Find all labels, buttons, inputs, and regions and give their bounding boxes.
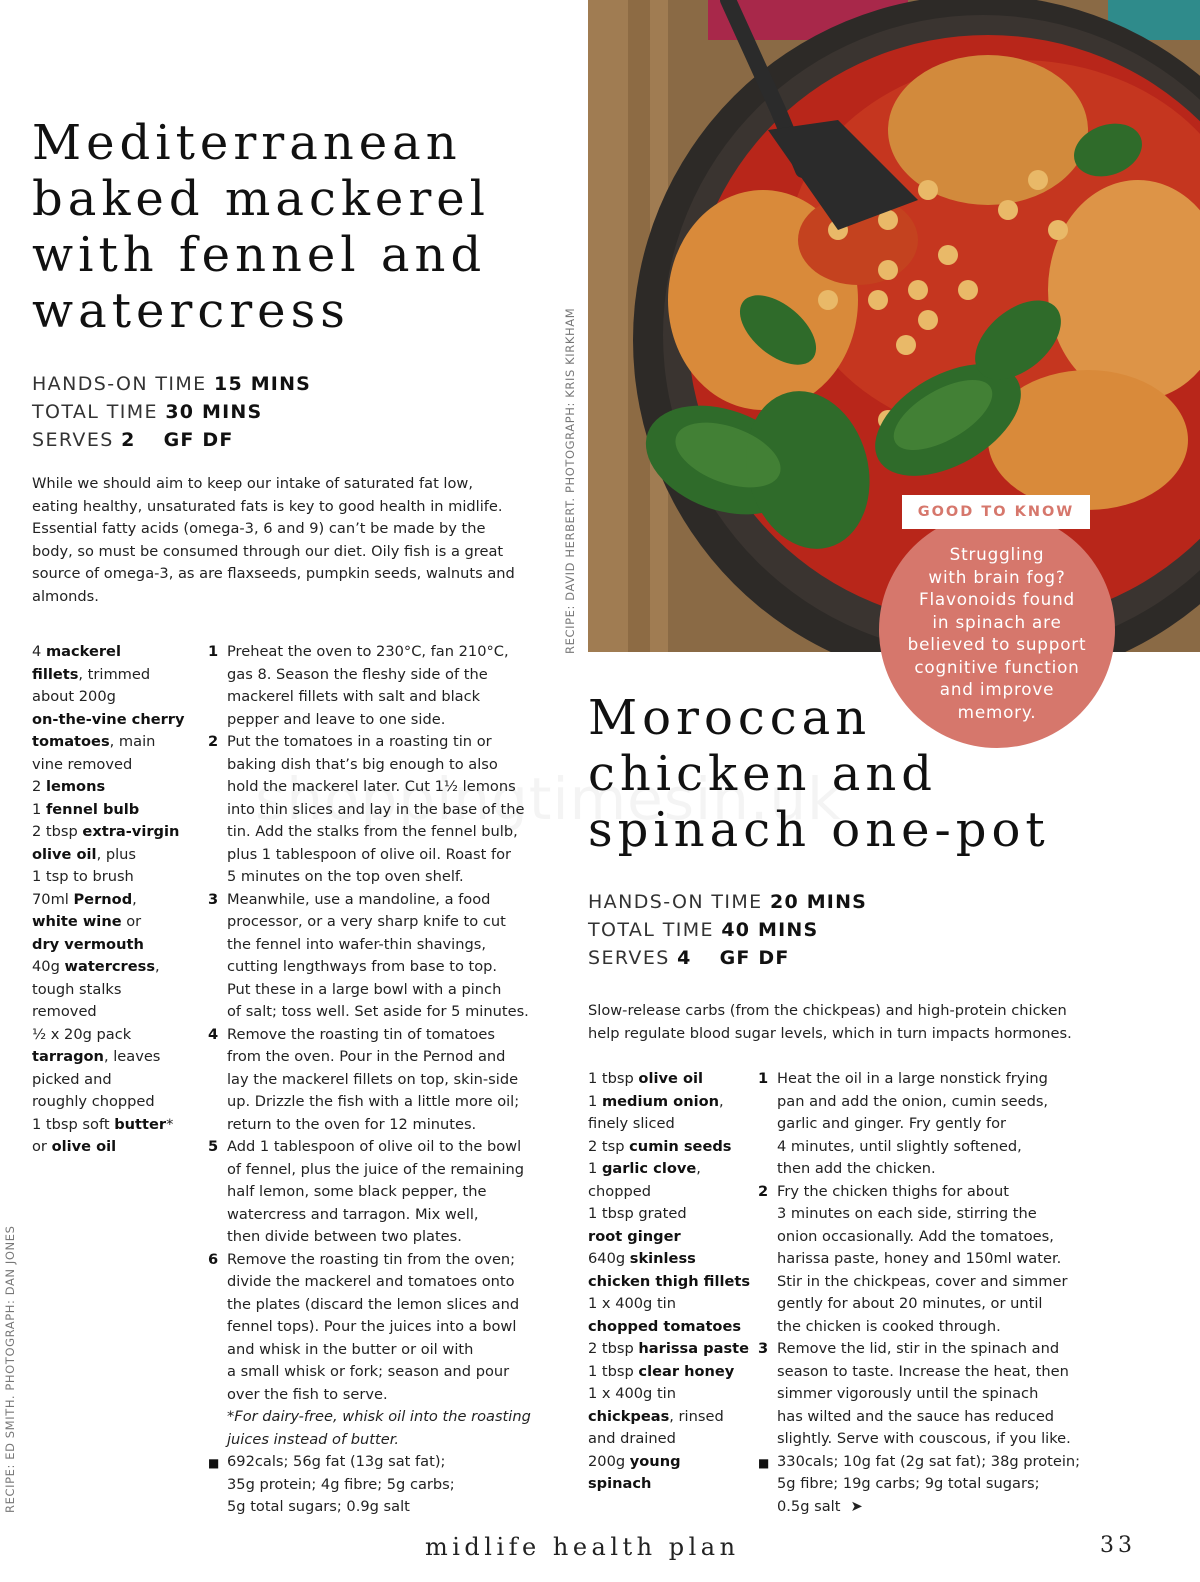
step-text-line: tin. Add the stalks from the fennel bulb, — [227, 823, 518, 840]
recipe2-ingredients — [588, 1068, 753, 1496]
ingredient-text: , — [155, 958, 160, 975]
ingredient-text: chopped — [588, 1182, 651, 1200]
ingredient-name: chopped tomatoes — [588, 1317, 742, 1335]
ingredient-text: 2 tbsp — [588, 1340, 639, 1357]
ingredient-text: 1 tbsp — [588, 1362, 639, 1380]
ingredient-line — [32, 1001, 202, 1024]
ingredient-line — [32, 1024, 202, 1047]
step-number: 2 — [208, 733, 219, 750]
recipe1-meta: HANDS-ON TIME 15 MINS TOTAL TIME 30 MINS SERVES 2 GF DF — [32, 373, 312, 451]
ingredient-text: 1 x 400g tin — [588, 1295, 676, 1312]
ingredient-name: garlic clove — [601, 1160, 697, 1177]
ingredient-line — [588, 1203, 753, 1226]
ingredient-text: 640g — [588, 1250, 630, 1267]
ingredient-line — [588, 1113, 753, 1136]
recipe2-title: Moroccan chicken and spinach one-pot — [588, 690, 1050, 858]
ingredient-text: or — [32, 1138, 52, 1155]
method-step — [208, 641, 553, 731]
method-step — [208, 1136, 553, 1249]
step-text-line: divide the mackerel and tomatoes onto — [227, 1273, 515, 1290]
ingredient-text: or — [121, 913, 142, 930]
step-text-line: 3 minutes on each side, stirring the — [777, 1205, 1037, 1222]
ingredient-text: picked and — [32, 1070, 112, 1088]
step-text-line: from the oven. Pour in the Pernod and — [227, 1048, 506, 1065]
ingredient-text: , — [696, 1160, 701, 1177]
ingredient-text: 70ml — [32, 890, 74, 908]
ingredient-line — [32, 844, 202, 867]
ingredient-line — [32, 1091, 202, 1114]
step-text-line: gently for about 20 minutes, or until — [777, 1295, 1043, 1312]
recipe2-meta: HANDS-ON TIME 20 MINS TOTAL TIME 40 MINS SERVES 4 GF DF — [588, 891, 868, 969]
ingredient-name: extra-virgin — [82, 823, 180, 840]
ingredient-line — [588, 1158, 753, 1181]
ingredient-text: 4 — [32, 643, 46, 660]
step-text-line: Heat the oil in a large nonstick frying — [777, 1070, 1048, 1087]
ingredient-line — [32, 776, 202, 799]
step-text-line: harissa paste, honey and 150ml water. — [777, 1250, 1062, 1267]
ingredient-text: , — [132, 890, 137, 908]
ingredient-line — [32, 664, 202, 687]
ingredient-name: chickpeas — [588, 1407, 670, 1425]
recipe1-ingredients — [32, 641, 202, 1159]
step-text-line: and whisk in the butter or oil with — [227, 1340, 474, 1358]
ingredient-line — [588, 1068, 753, 1091]
dairy-free-note: *For dairy-free, whisk oil into the roasting juices instead of butter. — [227, 1408, 531, 1448]
ingredient-line — [32, 821, 202, 844]
ingredient-name: cumin seeds — [629, 1137, 732, 1155]
ingredient-line — [32, 686, 202, 709]
step-text-line: a small whisk or fork; season and pour — [227, 1363, 510, 1380]
step-text-line: 4 minutes, until slightly softened, — [777, 1137, 1022, 1155]
ingredient-line — [32, 799, 202, 822]
step-text-line: pan and add the onion, cumin seeds, — [777, 1092, 1049, 1110]
ingredient-line — [32, 1069, 202, 1092]
ingredient-name: butter — [114, 1115, 167, 1133]
ingredient-text: 1 tbsp grated — [588, 1205, 687, 1222]
step-text-line: simmer vigorously until the spinach — [777, 1385, 1039, 1402]
step-text-line: processor, or a very sharp knife to cut — [227, 913, 506, 930]
step-text-line: watercress and tarragon. Mix well, — [227, 1205, 479, 1223]
method-step — [208, 889, 553, 1024]
step-text-line: up. Drizzle the fish with a little more oil; — [227, 1093, 520, 1110]
step-text-line: Remove the lid, stir in the spinach and — [777, 1340, 1060, 1357]
step-text-line: Stir in the chickpeas, cover and simmer — [777, 1272, 1068, 1290]
ingredient-line — [588, 1473, 753, 1496]
ingredient-text: * — [166, 1115, 174, 1133]
ingredient-line — [32, 911, 202, 934]
step-text-line: slightly. Serve with couscous, if you like. — [777, 1430, 1071, 1447]
ingredient-text: , leaves — [103, 1048, 161, 1065]
ingredient-line — [588, 1406, 753, 1429]
step-text-line: lay the mackerel fillets on top, skin-side — [227, 1070, 519, 1088]
ingredient-text: 1 x 400g tin — [588, 1385, 676, 1402]
ingredient-line — [32, 956, 202, 979]
ingredient-name: lemons — [45, 778, 106, 795]
step-text-line: pepper and leave to one side. — [227, 710, 446, 728]
step-text-line: the fennel into wafer-thin shavings, — [227, 935, 486, 953]
ingredient-text: and drained — [588, 1430, 676, 1447]
ingredient-text: 40g — [32, 958, 65, 975]
ingredient-line — [588, 1451, 753, 1474]
ingredient-line — [588, 1248, 753, 1271]
ingredient-name: on-the-vine cherry — [32, 710, 185, 728]
ingredient-text: 1 tbsp — [588, 1070, 639, 1087]
step-text-line: plus 1 tablespoon of olive oil. Roast for — [227, 845, 512, 863]
step-text-line: return to the oven for 12 minutes. — [227, 1115, 477, 1133]
ingredient-line — [588, 1271, 753, 1294]
step-number: 1 — [208, 643, 219, 660]
ingredient-text: removed — [32, 1003, 97, 1020]
ingredient-text: tough stalks — [32, 980, 122, 998]
step-text-line: garlic and ginger. Fry gently for — [777, 1115, 1007, 1132]
ingredient-text: 200g — [588, 1452, 630, 1470]
ingredient-line — [32, 889, 202, 912]
ingredient-text: 2 — [32, 778, 46, 795]
step-text-line: then add the chicken. — [777, 1160, 936, 1177]
step-text-line: gas 8. Season the fleshy side of the — [227, 665, 488, 683]
ingredient-line — [32, 709, 202, 732]
nutrition-info: ■ 692cals; 56g fat (13g sat fat); 35g protein; 4g fibre; 5g carbs; 5g total sugars; 0.9g salt — [208, 1453, 455, 1515]
step-text-line: hold the mackerel later. Cut 1½ lemons — [227, 778, 516, 795]
ingredient-line — [588, 1338, 753, 1361]
step-text-line: of salt; toss well. Set aside for 5 minutes. — [227, 1003, 529, 1020]
ingredient-text: ½ x 20g pack — [32, 1025, 132, 1043]
ingredient-line — [588, 1136, 753, 1159]
recipe2-credit: RECIPE: DAVID HERBERT. PHOTOGRAPH: KRIS KIRKHAM — [563, 307, 577, 654]
step-text-line: Remove the roasting tin of tomatoes — [227, 1025, 495, 1043]
step-text-line: 5 minutes on the top oven shelf. — [227, 868, 464, 885]
ingredient-line — [32, 641, 202, 664]
step-number: 1 — [758, 1070, 769, 1087]
step-text-line: season to taste. Increase the heat, then — [777, 1362, 1069, 1380]
footer-title: midlife health plan — [425, 1533, 740, 1561]
step-text-line: the plates (discard the lemon slices and — [227, 1295, 520, 1313]
step-text-line: into thin slices and lay in the base of the — [227, 800, 525, 818]
good-to-know-text: Struggling with brain fog? Flavonoids found in spinach are believed to support cognitive function and improve memory. — [907, 544, 1087, 722]
ingredient-name: medium onion — [601, 1092, 720, 1110]
step-text-line: over the fish to serve. — [227, 1385, 388, 1403]
ingredient-line — [588, 1361, 753, 1384]
step-text-line: fennel tops). Pour the juices into a bowl — [227, 1318, 517, 1335]
ingredient-name: olive oil — [638, 1070, 703, 1087]
ingredient-line — [32, 1046, 202, 1069]
square-bullet-icon: ■ — [208, 1456, 220, 1470]
ingredient-text: finely sliced — [588, 1115, 675, 1132]
ingredient-text: 1 — [588, 1092, 602, 1110]
ingredient-name: skinless — [629, 1250, 696, 1267]
ingredient-line — [32, 754, 202, 777]
ingredient-text: 1 tsp to brush — [32, 868, 134, 885]
ingredient-line — [588, 1383, 753, 1406]
step-number: 3 — [758, 1340, 769, 1357]
ingredient-name: fennel bulb — [45, 800, 140, 818]
recipe1-intro: While we should aim to keep our intake of saturated fat low, eating healthy, unsaturated fats is key to good health in midlife. Essential fatty acids (omega-3, 6 and 9) can’t be made by the body, so must be consumed through our diet. Oily fish is a great source of omega-3, as are flaxseeds, pumpkin seeds, walnuts and almonds. — [32, 475, 515, 605]
page-number: 33 — [1100, 1533, 1136, 1558]
ingredient-name: chicken thigh fillets — [588, 1272, 751, 1290]
ingredient-text: about 200g — [32, 688, 116, 705]
ingredient-line — [32, 979, 202, 1002]
method-step — [208, 1024, 553, 1137]
ingredient-line — [588, 1226, 753, 1249]
ingredient-text: vine removed — [32, 755, 133, 773]
ingredient-name: olive oil — [32, 845, 97, 863]
step-text-line: mackerel fillets with salt and black — [227, 688, 481, 705]
ingredient-text: , main — [109, 733, 156, 750]
step-text-line: Put these in a large bowl with a pinch — [227, 980, 502, 998]
continue-arrow-icon: ➤ — [850, 1497, 863, 1515]
ingredient-name: mackerel — [45, 643, 121, 660]
ingredient-text: 1 — [588, 1160, 602, 1177]
ingredient-text: 2 tbsp — [32, 823, 83, 840]
ingredient-text: 2 tsp — [588, 1137, 630, 1155]
step-text-line: the chicken is cooked through. — [777, 1317, 1001, 1335]
ingredient-name: tarragon — [32, 1048, 104, 1065]
ingredient-name: tomatoes — [32, 733, 110, 750]
ingredient-name: watercress — [64, 958, 156, 975]
step-text-line: cutting lengthways from base to top. — [227, 958, 498, 975]
ingredient-line — [32, 1136, 202, 1159]
ingredient-text: roughly chopped — [32, 1093, 155, 1110]
step-text-line: onion occasionally. Add the tomatoes, — [777, 1227, 1054, 1245]
ingredient-text: , rinsed — [669, 1407, 724, 1425]
recipe2-method — [758, 1068, 1103, 1518]
ingredient-line — [32, 934, 202, 957]
step-text-line: baking dish that’s big enough to also — [227, 755, 498, 773]
ingredient-name: Pernod — [73, 890, 133, 908]
step-text-line: has wilted and the sauce has reduced — [777, 1407, 1055, 1425]
step-text-line: of fennel, plus the juice of the remaining — [227, 1160, 525, 1178]
square-bullet-icon: ■ — [758, 1455, 770, 1470]
step-number: 2 — [758, 1182, 769, 1200]
ingredient-line — [588, 1316, 753, 1339]
ingredient-line — [588, 1181, 753, 1204]
step-text-line: Fry the chicken thighs for about — [777, 1182, 1009, 1200]
recipe1-credit: RECIPE: ED SMITH. PHOTOGRAPH: DAN JONES — [3, 1225, 17, 1513]
good-to-know-badge: GOOD TO KNOW — [902, 495, 1090, 529]
step-text-line: half lemon, some black pepper, the — [227, 1183, 487, 1200]
ingredient-line — [588, 1091, 753, 1114]
ingredient-text: , plus — [96, 845, 137, 863]
ingredient-name: dry vermouth — [32, 935, 144, 953]
method-step — [758, 1181, 1103, 1339]
step-number: 5 — [208, 1138, 219, 1155]
method-step — [208, 1249, 553, 1407]
step-text-line: Remove the roasting tin from the oven; — [227, 1250, 516, 1268]
method-step — [758, 1338, 1103, 1451]
ingredient-text: , — [719, 1092, 724, 1110]
step-text-line: Add 1 tablespoon of olive oil to the bowl — [227, 1138, 522, 1155]
ingredient-line — [32, 866, 202, 889]
ingredient-name: fillets — [32, 665, 79, 683]
ingredient-name: root ginger — [588, 1227, 681, 1245]
nutrition-info: ■ 330cals; 10g fat (2g sat fat); 38g protein; 5g fibre; 19g carbs; 9g total sugars; 0.5g salt ➤ — [758, 1452, 1081, 1515]
ingredient-name: white wine — [32, 913, 122, 930]
ingredient-text: 1 — [32, 800, 46, 818]
step-text-line: Put the tomatoes in a roasting tin or — [227, 733, 492, 750]
step-text-line: then divide between two plates. — [227, 1228, 462, 1245]
ingredient-text: , trimmed — [78, 665, 151, 683]
step-text-line: Preheat the oven to 230°C, fan 210°C, — [227, 643, 509, 660]
ingredient-text: 1 tbsp soft — [32, 1115, 115, 1133]
ingredient-name: spinach — [588, 1475, 652, 1492]
ingredient-name: young — [629, 1452, 681, 1470]
ingredient-line — [588, 1428, 753, 1451]
ingredient-line — [588, 1293, 753, 1316]
step-number: 4 — [208, 1025, 219, 1043]
method-step — [758, 1068, 1103, 1181]
recipe2-intro: Slow-release carbs (from the chickpeas) and high-protein chicken help regulate blood sugar levels, which in turn impacts hormones. — [588, 1002, 1072, 1042]
ingredient-name: olive oil — [51, 1138, 117, 1155]
step-number: 6 — [208, 1250, 219, 1268]
step-text-line: Meanwhile, use a mandoline, a food — [227, 890, 491, 908]
ingredient-line — [32, 1114, 202, 1137]
ingredient-name: harissa paste — [638, 1340, 750, 1357]
recipe1-title: Mediterranean baked mackerel with fennel and watercress — [32, 115, 491, 339]
ingredient-name: clear honey — [638, 1362, 735, 1380]
step-number: 3 — [208, 890, 219, 908]
ingredient-line — [32, 731, 202, 754]
